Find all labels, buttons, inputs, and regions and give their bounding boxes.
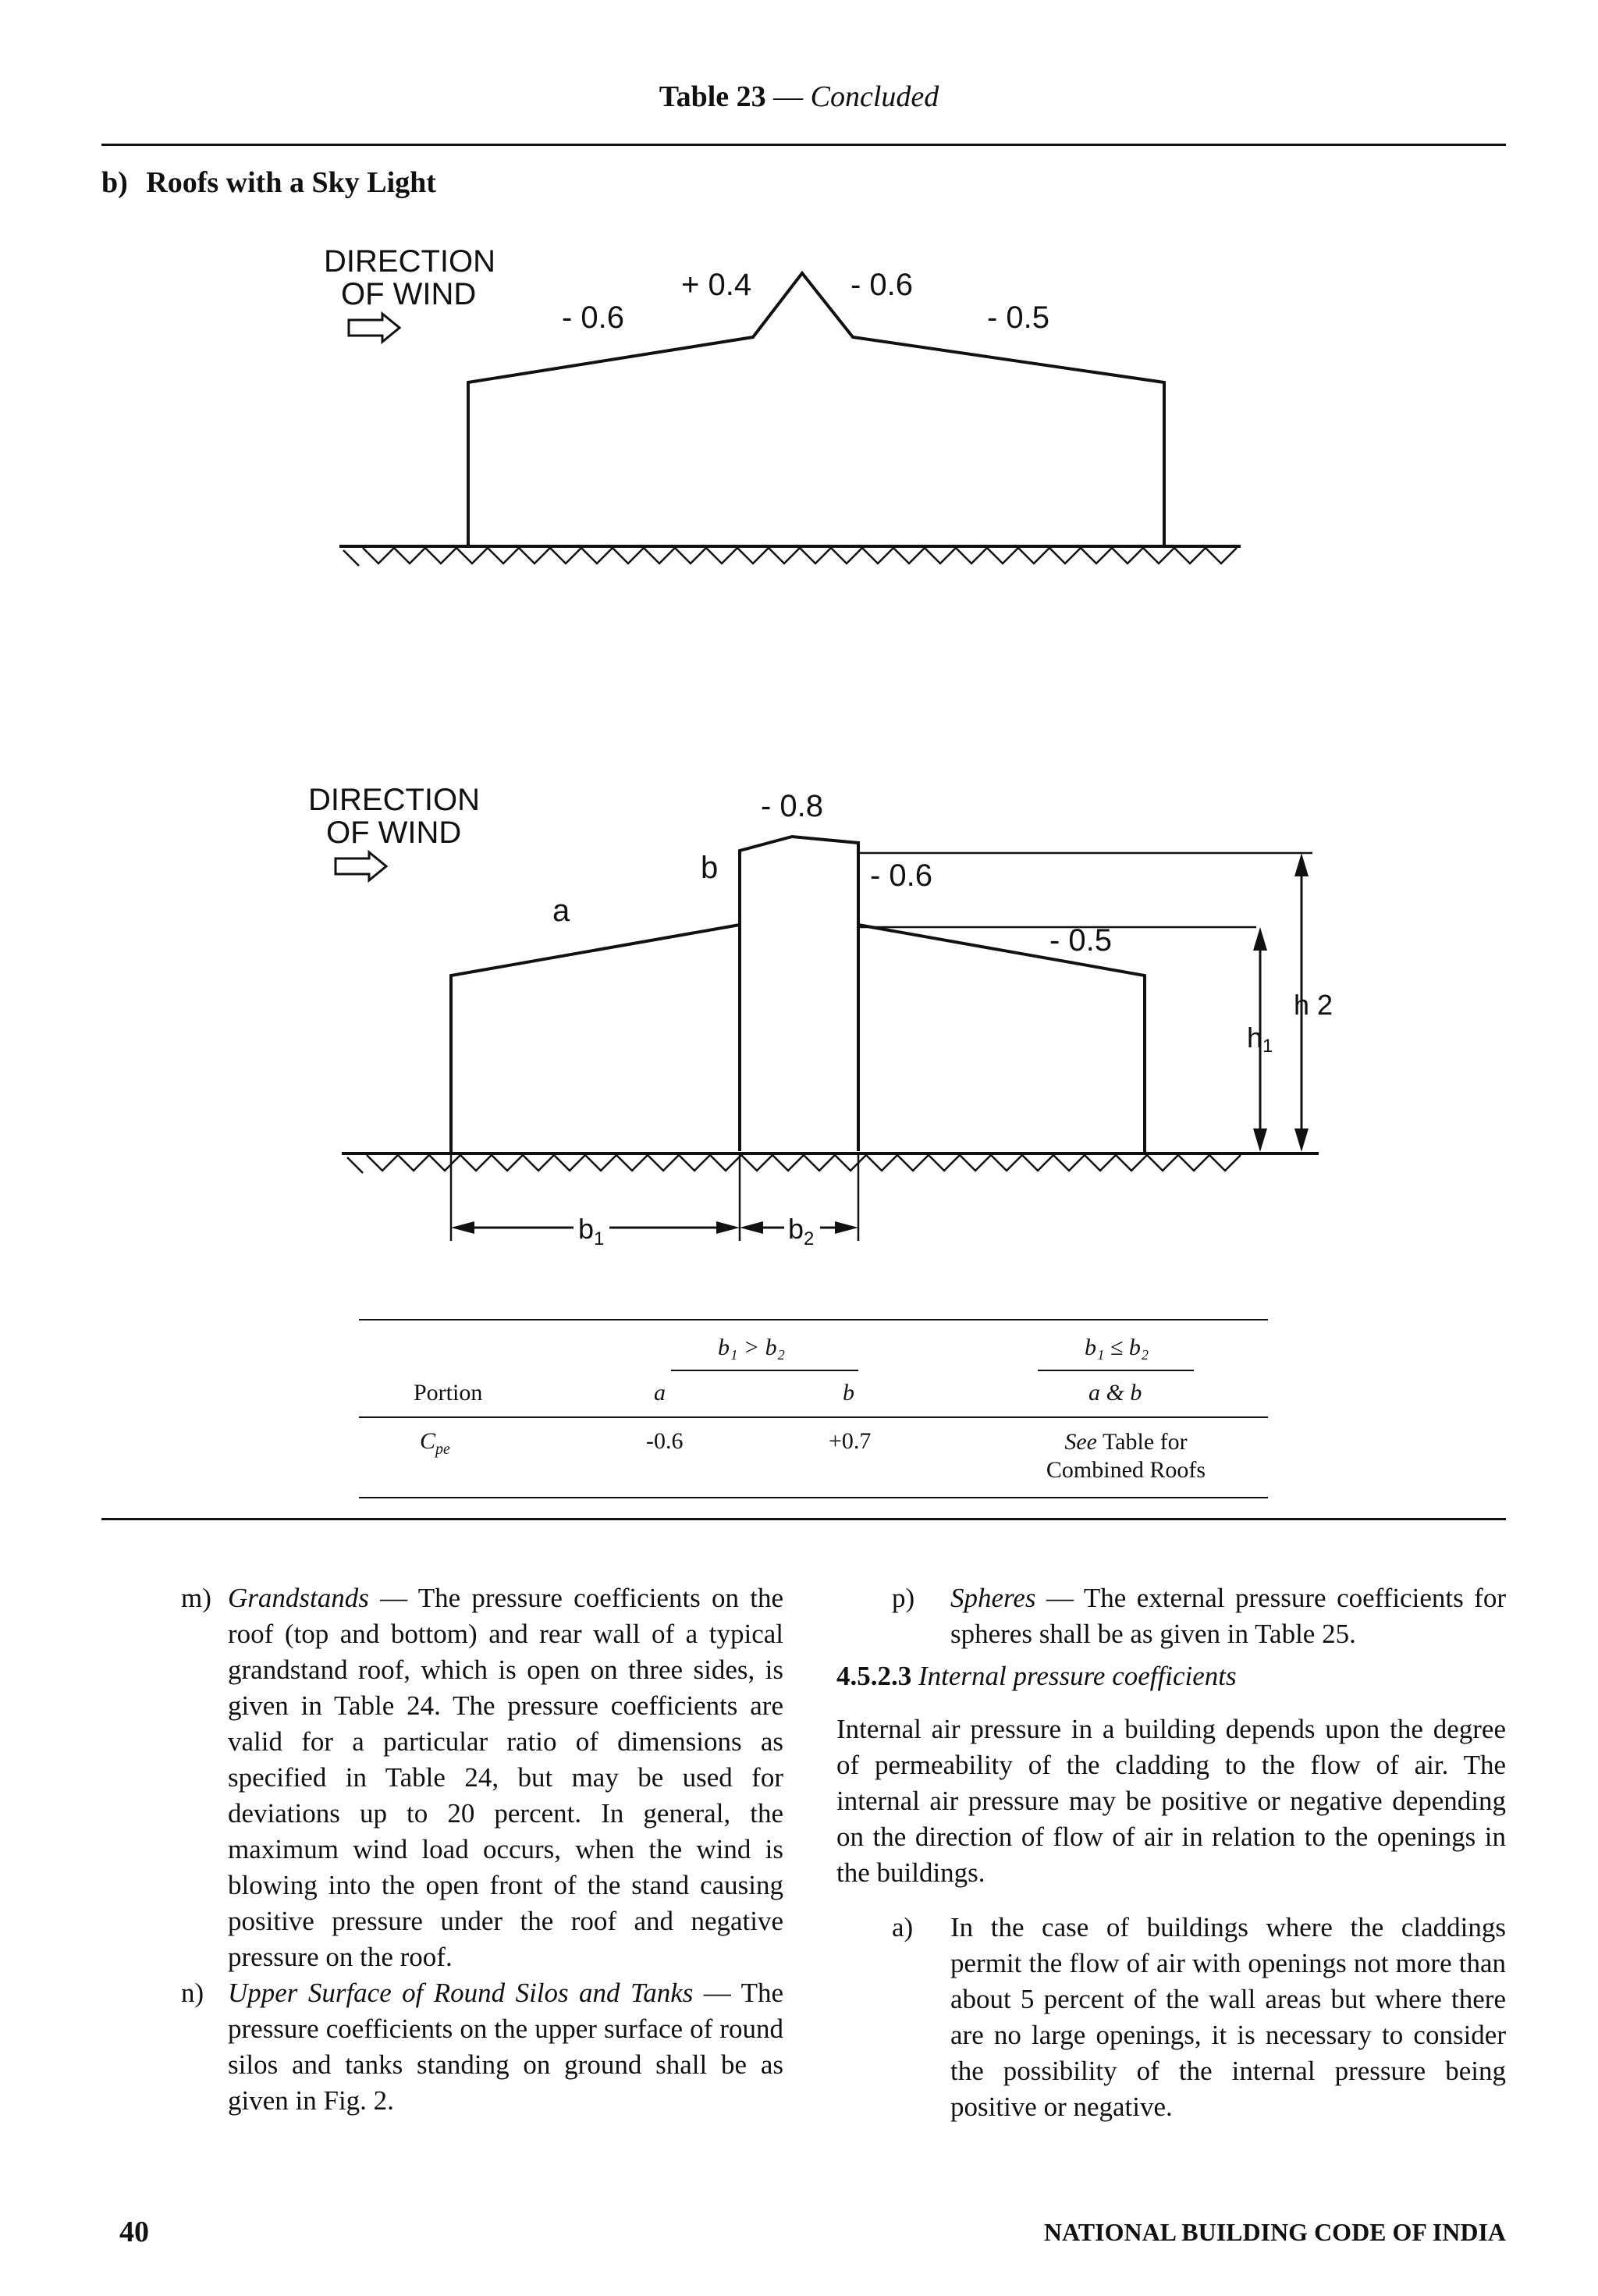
table-header-underline-1	[671, 1370, 858, 1371]
direction-label-2: OF WIND	[326, 816, 462, 850]
item-p	[892, 1580, 1506, 1652]
clause-title: Internal pressure coefficients	[918, 1661, 1237, 1691]
table-rule-bottom	[359, 1497, 1268, 1498]
label-h2: h 2	[1294, 989, 1333, 1021]
item-n-text: The pressure coefficients on the upper surface of round silos and tanks standing on ground shall be as given in Fig. 2.	[228, 1978, 783, 2116]
row-portion-a: a	[654, 1380, 666, 1406]
row-cpe-ab-see: See	[1064, 1429, 1097, 1455]
item-m-title: Grandstands	[228, 1583, 369, 1613]
label-h1: h1	[1247, 1022, 1273, 1057]
table-portion-underline	[359, 1416, 1268, 1418]
item-n	[181, 1975, 783, 2119]
item-p-title: Spheres	[950, 1583, 1036, 1613]
clause-paragraph: Internal air pressure in a building depends upon the degree of permeability of the cladding to the flow of air. The internal air pressure may be positive or negative depending on the direction of flow of air in relation to the openings in the buildings.	[836, 1714, 1506, 1888]
caption-dash: —	[765, 80, 811, 113]
section-bottom-rule	[101, 1518, 1506, 1520]
table-title: Table 23	[659, 80, 766, 113]
item-m-text: The pressure coefficients on the roof (top and bottom) and rear wall of a typical grandstand roof, which is open on three sides, is given in Table 24. The pressure coefficients are valid for a particular ratio of dimensions as specified in Table 24, but may be used for deviations up to 20 percent. In general, the maximum wind load occurs, when the wind is blowing into the open front of the stand causing positive pressure under the roof and negative pressure on the roof.	[228, 1583, 784, 1972]
top-rule	[101, 144, 1506, 146]
row-portion-ab: a & b	[1088, 1380, 1142, 1406]
item-m	[181, 1580, 784, 1975]
item-m-dash: —	[368, 1583, 418, 1613]
direction-label-2: OF WIND	[341, 277, 477, 311]
item-n-dash: —	[693, 1978, 731, 2008]
coef-left-roof: - 0.6	[562, 300, 625, 335]
right-column	[836, 1580, 1506, 2125]
coef-right: - 0.5	[1049, 923, 1113, 958]
row-cpe-ab	[1036, 1428, 1216, 1484]
label-b: b	[701, 851, 719, 885]
item-p-label: p)	[892, 1583, 915, 1613]
item-p-dash: —	[1035, 1583, 1084, 1613]
ground-hatch-2	[347, 1155, 1241, 1173]
page-number: 40	[119, 2216, 149, 2248]
table-header-underline-2	[1038, 1370, 1194, 1371]
coef-skylight-windward: + 0.4	[681, 268, 752, 302]
wind-arrow-icon	[336, 852, 386, 880]
low-block-outline	[451, 925, 740, 1153]
label-a: a	[552, 894, 570, 928]
table-header-b1-le-b2: b₁ ≤ b₂	[1085, 1335, 1149, 1360]
row-cpe-ab-line1: Table for	[1097, 1429, 1188, 1455]
ground-hatch-1	[343, 548, 1237, 566]
row-portion-b: b	[843, 1380, 854, 1406]
coef-right-roof: - 0.5	[987, 300, 1050, 335]
coef-top: - 0.8	[761, 789, 824, 823]
table-caption	[0, 80, 1598, 114]
section-title: Roofs with a Sky Light	[146, 166, 436, 199]
combined-roof-diagram	[0, 773, 1598, 1288]
skylight-roof-diagram	[0, 226, 1598, 617]
item-p-text: The external pressure coefficients for spheres shall be as given in Table 25.	[950, 1583, 1506, 1649]
left-column	[181, 1580, 784, 2119]
item-a	[892, 1910, 1506, 2125]
label-b2: $b_2$	[788, 1213, 815, 1249]
coef-skylight-leeward: - 0.6	[850, 268, 914, 302]
publication-name: NATIONAL BUILDING CODE OF INDIA	[1043, 2218, 1506, 2246]
label-b1: $b_1$	[578, 1213, 605, 1249]
table-status: Concluded	[810, 80, 939, 113]
row-cpe-b: +0.7	[829, 1428, 872, 1454]
row-cpe-label: $C_{pe}$	[420, 1428, 450, 1458]
high-block-outline	[740, 837, 858, 1151]
wind-arrow-icon	[349, 314, 400, 342]
item-n-title: Upper Surface of Round Silos and Tanks	[228, 1978, 694, 2008]
table-header-b1-gt-b2: b₁ > b₂	[718, 1335, 786, 1360]
table-rule-top	[359, 1319, 1268, 1320]
clause-heading	[836, 1658, 1506, 1694]
clause-number: 4.5.2.3	[836, 1661, 912, 1691]
item-n-label: n)	[181, 1978, 204, 2008]
section-label: b)	[101, 166, 128, 199]
item-a-label: a)	[892, 1912, 914, 1942]
row-cpe-ab-line2: Combined Roofs	[1046, 1457, 1206, 1483]
direction-label-1: DIRECTION	[324, 244, 495, 279]
row-portion-label: Portion	[414, 1380, 483, 1406]
right-block-outline	[858, 925, 1145, 1153]
row-cpe-a: -0.6	[646, 1428, 684, 1454]
direction-label-1: DIRECTION	[308, 783, 480, 817]
coef-mid: - 0.6	[870, 858, 933, 893]
item-a-text: In the case of buildings where the claddings permit the flow of air with openings not more than about 5 percent of the wall areas but where there are no large openings, it is necessary to consider the possibility of the internal pressure being positive or negative.	[950, 1912, 1506, 2122]
section-heading	[101, 165, 436, 200]
item-m-label: m)	[181, 1583, 211, 1613]
